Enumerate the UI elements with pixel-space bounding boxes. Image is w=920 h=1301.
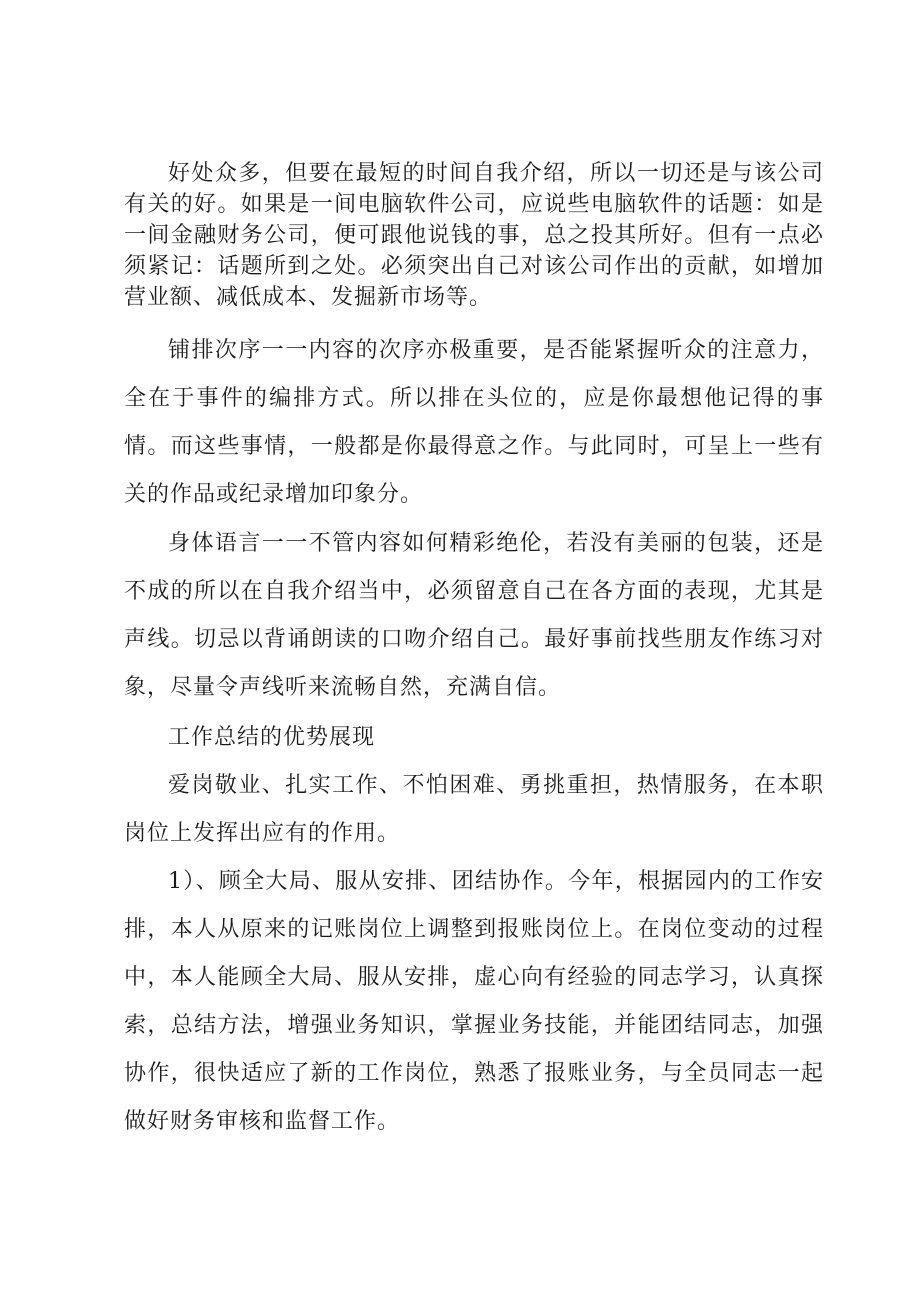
paragraph-self-intro-content: 好处众多，但要在最短的时间自我介绍，所以一切还是与该公司有关的好。如果是一间电脑软件公司，应说些电脑软件的话题：如是一间金融财务公司，便可跟他说钱的事，总之投其所好。但有一点必须紧记：话题所到之处。必须突出自己对该公司作出的贡献，如增加营业额、减低成本、发掘新市场等。 — [124, 161, 824, 310]
document-body — [124, 158, 824, 1146]
paragraph-dedication: 爱岗敬业、扎实工作、不怕困难、勇挑重担，热情服务，在本职岗位上发挥出应有的作用。 — [124, 773, 824, 846]
section-heading: 工作总结的优势展现 — [168, 725, 376, 750]
paragraph-item-1: 1）、顾全大局、服从安排、团结协作。今年，根据园内的工作安排，本人从原来的记账岗位上调整到报账岗位上。在岗位变动的过程中，本人能顾全大局、服从安排，虚心向有经验的同志学习，认真探索，总结方法，增强业务知识，掌握业务技能，并能团结同志，加强协作，很快适应了新的工作岗位，熟悉了报账业务，与全员同志一起做好财务审核和监督工作。 — [124, 869, 824, 1134]
paragraph-ordering: 铺排次序一一内容的次序亦极重要，是否能紧握听众的注意力，全在于事件的编排方式。所以排在头位的，应是你最想他记得的事情。而这些事情，一般都是你最得意之作。与此同时，可呈上一些有关的作品或纪录增加印象分。 — [124, 338, 824, 507]
paragraph-body-language: 身体语言一一不管内容如何精彩绝伦，若没有美丽的包装，还是不成的所以在自我介绍当中，必须留意自己在各方面的表现，尤其是声线。切忌以背诵朗读的口吻介绍自己。最好事前找些朋友作练习对象，尽量令声线听来流畅自然，充满自信。 — [124, 531, 824, 700]
